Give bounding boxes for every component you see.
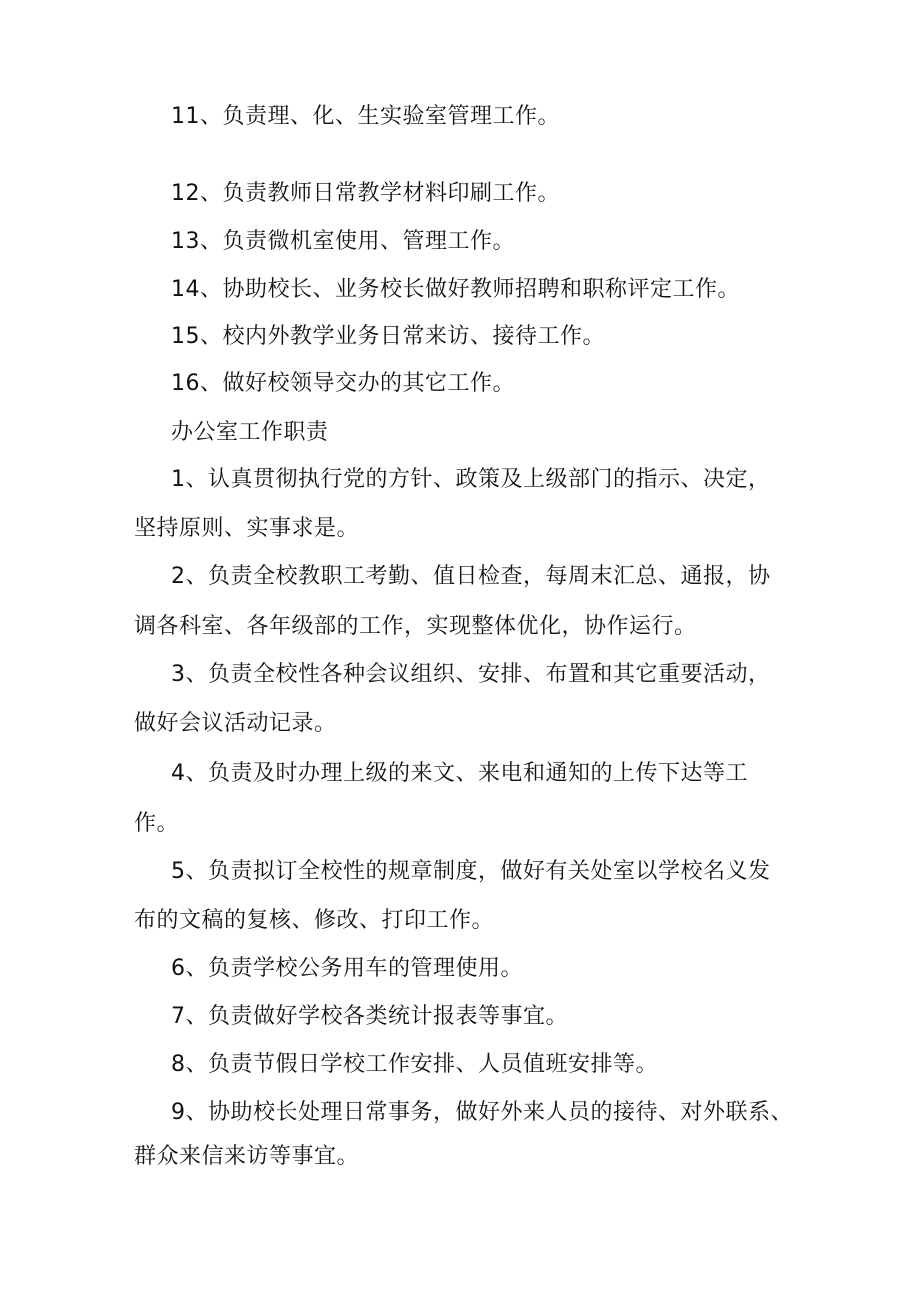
item-16-text: 16、做好校领导交办的其它工作。	[171, 371, 515, 396]
office-item-2-line-1: 2、负责全校教职工考勤、值日检查，每周末汇总、通报，协	[171, 564, 771, 589]
office-item-9-line-2: 群众来信来访等事宜。	[134, 1144, 360, 1169]
office-item-6: 6、负责学校公务用车的管理使用。	[171, 956, 523, 981]
office-item-5-line-1: 5、负责拟订全校性的规章制度，做好有关处室以学校名义发	[171, 859, 771, 884]
office-item-1-line-1: 1、认真贯彻执行党的方针、政策及上级部门的指示、决定，	[171, 467, 771, 492]
item-14-text: 14、协助校长、业务校长做好教师招聘和职称评定工作。	[171, 277, 740, 302]
office-item-1-line-2: 坚持原则、实事求是。	[134, 516, 360, 541]
office-item-4-line-1: 4、负责及时办理上级的来文、来电和通知的上传下达等工	[171, 761, 748, 786]
item-12-text: 12、负责教师日常教学材料印刷工作。	[171, 181, 560, 206]
office-item-3-line-2: 做好会议活动记录。	[134, 711, 337, 736]
office-item-5-line-2: 布的文稿的复核、修改、打印工作。	[134, 908, 495, 933]
item-11-text: 11、负责理、化、生实验室管理工作。	[171, 104, 560, 129]
item-15-text: 15、校内外教学业务日常来访、接待工作。	[171, 324, 605, 349]
office-item-8: 8、负责节假日学校工作安排、人员值班安排等。	[171, 1052, 658, 1077]
office-item-3-line-1: 3、负责全校性各种会议组织、安排、布置和其它重要活动，	[171, 662, 771, 687]
office-item-9-line-1: 9、协助校长处理日常事务，做好外来人员的接待、对外联系、	[171, 1100, 793, 1125]
office-item-7: 7、负责做好学校各类统计报表等事宜。	[171, 1004, 568, 1029]
section-heading-office-duties: 办公室工作职责	[171, 420, 329, 445]
item-13-text: 13、负责微机室使用、管理工作。	[171, 229, 515, 254]
office-item-2-line-2: 调各科室、各年级部的工作，实现整体优化，协作运行。	[134, 614, 697, 639]
office-item-4-line-2: 作。	[134, 811, 180, 836]
